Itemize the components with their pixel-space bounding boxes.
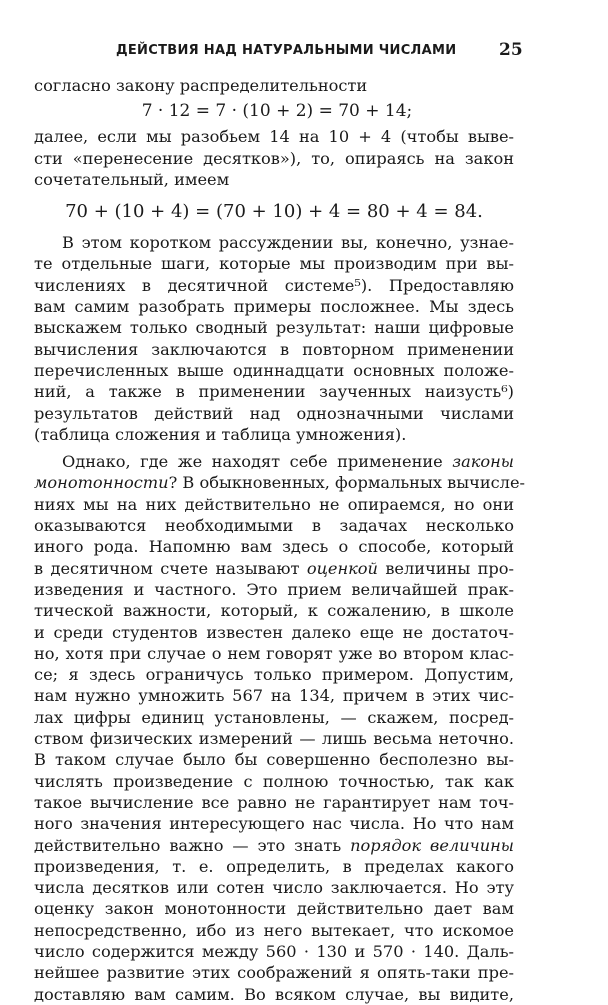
- formula-distributive: 7 · 12 = 7 · (10 + 2) = 70 + 14;: [141, 101, 413, 122]
- text-line: такое вычисление все равно не гарантирует нам точ-: [34, 792, 514, 812]
- text-line: оказываются необходимыми в задачах несколько: [34, 516, 514, 536]
- text-line: числа десятков или сотен число заключается. Но эту: [34, 878, 514, 898]
- running-header: ДЕЙСТВИЯ НАД НАТУРАЛЬНЫМИ ЧИСЛАМИ: [116, 43, 457, 58]
- text-line: согласно закону распределительности: [34, 76, 368, 95]
- text-line: иного рода. Напомню вам здесь о способе, который: [34, 537, 514, 557]
- text-line: тической важности, который, к сожалению, в школе: [34, 601, 514, 621]
- body-text: [34, 75, 526, 1005]
- text-line: нам нужно умножить 567 на 134, причем в этих чис-: [34, 686, 514, 706]
- emphasis-laws: законы: [452, 452, 514, 472]
- text-line: ний, а также в применении заученных наизусть⁶): [34, 382, 514, 402]
- text-line: ниях мы на них действительно не опираемся, но они: [34, 494, 514, 514]
- text-line: [34, 835, 514, 856]
- text-line: числениях в десятичной системе⁵). Предоставляю: [34, 275, 514, 295]
- text-line: ством физических измерений — лишь весьма неточно.: [34, 729, 514, 749]
- text-line: произведения, т. е. определить, в пределах какого: [34, 856, 514, 876]
- text-line: се; я здесь ограничусь только примером. Допустим,: [34, 665, 514, 685]
- text-line: выскажем только сводный результат: наши цифровые: [34, 318, 514, 338]
- text-run: Однако, где же находят себе применение: [62, 452, 453, 472]
- text-line: число содержится между 560 · 130 и 570 · 140. Даль-: [34, 941, 514, 961]
- text-run: ? В обыкновенных, формальных вычисле-: [168, 473, 526, 493]
- text-line: непосредственно, ибо из него вытекает, что искомое: [34, 920, 514, 940]
- text-line: числять произведение с полною точностью, так как: [34, 771, 514, 791]
- page-number: 25: [499, 40, 523, 60]
- text-line: сочетательный, имеем: [34, 169, 230, 189]
- text-run: действительно важно — это знать: [34, 835, 351, 855]
- emphasis-order-of-magnitude: порядок величины: [350, 835, 514, 855]
- text-line: [34, 472, 526, 493]
- text-line: сти «перенесение десятков»), то, опираясь на закон: [34, 148, 514, 168]
- text-line: [34, 558, 514, 579]
- formula-associative: 70 + (10 + 4) = (70 + 10) + 4 = 80 + 4 = 84.: [65, 201, 483, 223]
- text-line: доставляю вам самим. Во всяком случае, вы видите,: [34, 984, 514, 1004]
- text-line: далее, если мы разобьем 14 на 10 + 4 (чтобы выве-: [34, 127, 514, 147]
- text-line: изведения и частного. Это прием величайшей прак-: [34, 579, 514, 599]
- text-run: величины про-: [377, 558, 514, 578]
- text-line: лах цифры единиц установлены, — скажем, посред-: [34, 707, 514, 727]
- text-line: оценку закон монотонности действительно дает вам: [34, 899, 514, 919]
- text-line: В этом коротком рассуждении вы, конечно, узнае-: [62, 233, 514, 253]
- text-line: вычисления заключаются в повторном применении: [34, 339, 514, 359]
- text-line: (таблица сложения и таблица умножения).: [34, 424, 407, 444]
- text-run: в десятичном счете называют: [34, 558, 307, 578]
- text-line: вам самим разобрать примеры посложнее. Мы здесь: [34, 297, 514, 317]
- text-line: но, хотя при случае о нем говорят уже во втором клас-: [34, 643, 514, 663]
- emphasis-estimate: оценкой: [306, 558, 378, 578]
- text-line: ного значения интересующего нас числа. Но что нам: [34, 814, 514, 834]
- text-line: [34, 451, 514, 472]
- text-line: В таком случае было бы совершенно бесполезно вы-: [34, 750, 514, 770]
- text-line: нейшее развитие этих соображений я опять-таки пре-: [34, 963, 514, 983]
- text-line: результатов действий над однозначными числами: [34, 403, 514, 423]
- text-line: те отдельные шаги, которые мы производим при вы-: [34, 254, 514, 274]
- text-line: и среди студентов известен далеко еще не достаточ-: [34, 622, 514, 642]
- text-line: перечисленных выше одиннадцати основных положе-: [34, 360, 514, 380]
- emphasis-monotonicity: монотонности: [34, 473, 169, 493]
